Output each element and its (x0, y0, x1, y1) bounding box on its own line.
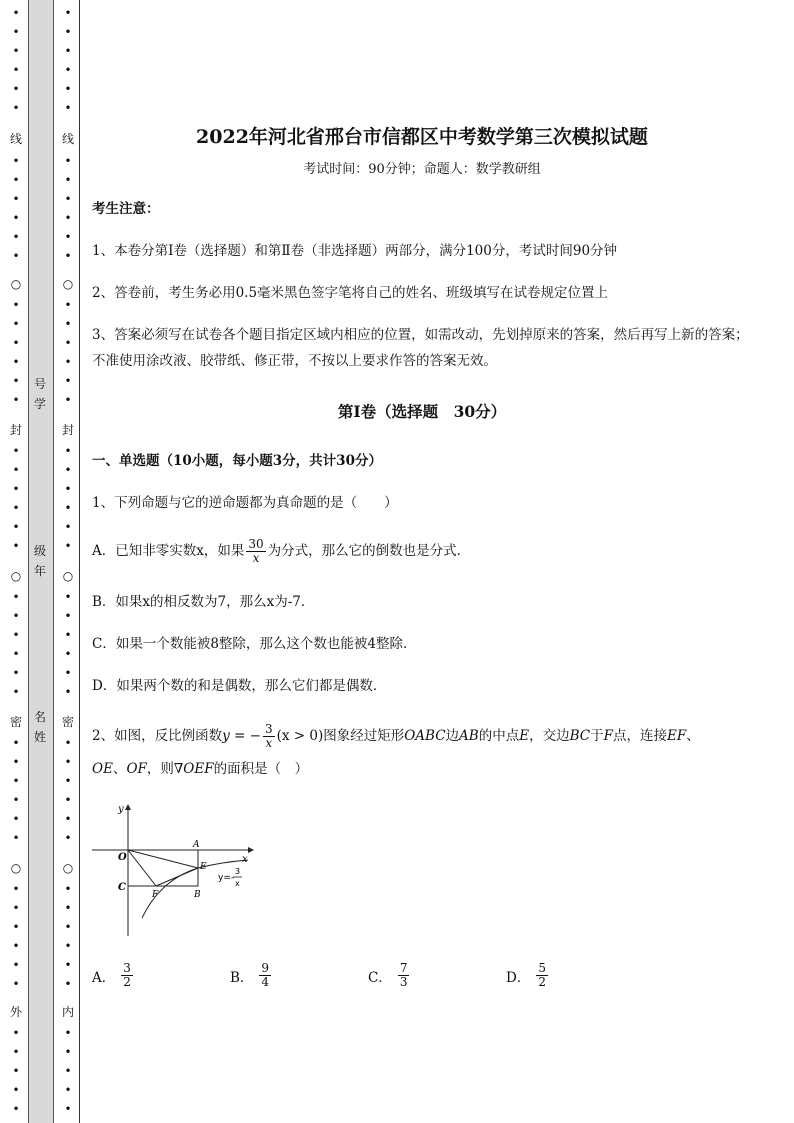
q2-stem-mid4: 于 (590, 728, 604, 744)
outer-label-2: ○ (10, 277, 22, 291)
q2-edge-bc: BC (569, 728, 591, 744)
q2-option-c (368, 962, 411, 989)
label-o: O (118, 852, 127, 863)
q2-option-c-den: 3 (399, 975, 408, 989)
q2-func-lhs: y = − (222, 728, 261, 744)
inner-dots-3: • • • • • • (64, 298, 72, 407)
notice-item-3: 3、答案必须写在试卷各个题目指定区域内相应的位置，如需改动，先划掉原来的答案，然后再写上新的答案；不准使用涂改液、胶带纸、修正带，不按以上要求作答的答案无效。 (92, 327, 749, 369)
segment-of (128, 850, 156, 886)
margin-rule (79, 0, 80, 1123)
q2-option-a-num: 3 (123, 961, 131, 975)
outer-dots-5: • • • • • • (12, 590, 20, 699)
q1-option-d: D．如果两个数的和是偶数，那么它们都是偶数． (92, 678, 387, 694)
inner-dots-6: • • • • • • (64, 736, 72, 845)
outer-label-1: 线 (9, 132, 22, 146)
q1-option-a-den: x (252, 551, 260, 565)
q1-option-a-fraction (246, 538, 265, 565)
inner-dots-7: • • • • • • (64, 882, 72, 991)
label-a: A (193, 840, 200, 850)
q2-option-c-fraction (398, 962, 410, 989)
q2-option-a (92, 962, 135, 989)
q2-stem-mid3: ，交边 (529, 728, 570, 744)
segment-oe (128, 850, 198, 868)
outer-label-7: 外 (9, 1005, 22, 1019)
q2-option-d-num: 5 (538, 961, 546, 975)
page-title: 2022年河北省邢台市信都区中考数学第三次模拟试题 (196, 126, 648, 148)
q2-option-d (506, 962, 550, 989)
q2-option-d-label: D． (506, 969, 531, 986)
q2-seg-ef: EF (666, 728, 687, 744)
q2-stem-mid5: 点，连接 (612, 728, 667, 744)
q1-option-b: B．如果x的相反数为7，那么x为-7． (92, 594, 315, 610)
label-c: C (118, 882, 126, 893)
outer-dots-7: • • • • • • (12, 882, 20, 991)
outer-label-6: ○ (10, 861, 22, 875)
notice-item-1: 1、本卷分第I卷（选择题）和第Ⅱ卷（非选择题）两部分，满分100分，考试时间90分钟 (92, 243, 618, 259)
label-x: x (242, 854, 248, 865)
curve-label-num: 3 (235, 867, 241, 876)
q2-option-a-den: 2 (123, 975, 131, 989)
inner-dots-1: • • • • • • (64, 6, 72, 115)
notice-item-2: 2、答卷前，考生务必用0.5毫米黑色签字笔将自己的姓名、班级填写在试卷规定位置上 (92, 285, 609, 301)
inner-label-5: 密 (61, 715, 74, 729)
q2-option-c-label: C． (368, 969, 392, 986)
inner-label-3: 封 (61, 423, 74, 437)
outer-label-5: 密 (9, 715, 22, 729)
q2-figure (90, 802, 260, 942)
inner-label-7: 内 (61, 1005, 74, 1019)
q2-option-b-fraction (259, 962, 271, 989)
q2-pt-f: F (603, 728, 613, 744)
field-label-grade-1: 级 (33, 544, 46, 558)
curve-label-den: x (235, 879, 240, 888)
q2-edge-ab: AB (459, 728, 479, 744)
q2-option-b-num: 9 (261, 961, 270, 975)
q2-option-b-label: B． (230, 969, 254, 986)
inner-label-1: 线 (61, 132, 74, 146)
outer-dots-4: • • • • • • (12, 444, 20, 553)
q1-option-a (92, 534, 752, 568)
inner-dots-4: • • • • • • (64, 444, 72, 553)
q2-stem-mid: 图象经过矩形 (323, 728, 405, 744)
q2-func-fraction (263, 723, 275, 750)
page-subtitle: 考试时间：90分钟；命题人：数学教研组 (303, 162, 541, 177)
notice-heading: 考生注意： (92, 201, 160, 217)
q1-option-a-pre: A．已知非零实数x，如果 (92, 543, 245, 559)
binding-margin-outer (6, 0, 26, 1123)
field-label-number-1: 号 (33, 377, 46, 391)
q1-option-c: C．如果一个数能被8整除，那么这个数也能被4整除． (92, 636, 417, 652)
label-y: y (118, 804, 124, 815)
q2-func-cond: (x > 0) (276, 728, 324, 744)
q2-stem-edge: 边 (445, 728, 460, 744)
label-b: B (194, 890, 201, 900)
q2-stem-sep: 、 (686, 728, 700, 744)
q1-option-a-post: 为分式，那么它的倒数也是分式． (267, 543, 471, 559)
q2-option-b (230, 962, 273, 989)
q2-line2-post: 的面积是（ ） (213, 761, 309, 777)
q2-option-a-label: A． (92, 969, 116, 986)
q2-line2-mid: ，则 (146, 761, 174, 777)
field-label-name-1: 名 (33, 710, 46, 724)
q2-option-b-den: 4 (261, 975, 270, 989)
q2-rect: OABC (404, 728, 446, 744)
q2-func-num: 3 (264, 722, 273, 736)
outer-dots-8: • • • • • (12, 1026, 20, 1116)
q2-func-den: x (265, 736, 273, 750)
inner-label-6: ○ (62, 861, 74, 875)
outer-dots-1: • • • • • • (12, 6, 20, 115)
q1-option-a-num: 30 (248, 537, 264, 551)
field-label-name-2: 姓 (33, 730, 46, 744)
outer-dots-3: • • • • • • (12, 298, 20, 407)
q2-triangle: ∇OEF (173, 761, 214, 777)
q2-option-c-num: 7 (399, 961, 408, 975)
q2-option-d-den: 2 (538, 975, 546, 989)
q2-seg-of: OF (126, 761, 147, 777)
outer-label-3: 封 (9, 423, 22, 437)
rectangle-oabc (128, 850, 198, 886)
q2-line2-sep: 、 (112, 761, 127, 777)
x-axis-arrow (248, 847, 254, 853)
q2-stem-pre: 2、如图，反比例函数 (92, 728, 223, 744)
q2-option-a-fraction (121, 962, 133, 989)
q2-stem-line2 (92, 756, 752, 782)
inner-dots-8: • • • • • (64, 1026, 72, 1116)
inner-label-4: ○ (62, 569, 74, 583)
y-axis-arrow (125, 804, 131, 810)
binding-margin-inner (58, 0, 78, 1123)
q1-stem: 1、下列命题与它的逆命题都为真命题的是（ ） (92, 495, 398, 511)
inner-dots-2: • • • • • • (64, 154, 72, 263)
label-f: F (152, 890, 159, 900)
q2-seg-oe: OE (92, 761, 113, 777)
q2-option-d-fraction (536, 962, 548, 989)
section-title: 第Ⅰ卷（选择题 30分） (337, 402, 507, 421)
outer-dots-2: • • • • • • (12, 154, 20, 263)
inner-dots-5: • • • • • • (64, 590, 72, 699)
curve-label-pre: y=- (218, 873, 235, 883)
q2-pt-e: E (519, 728, 530, 744)
outer-dots-6: • • • • • • (12, 736, 20, 845)
inner-label-2: ○ (62, 277, 74, 291)
label-e: E (200, 862, 207, 872)
q2-stem-mid2: 的中点 (478, 728, 520, 744)
field-label-number-2: 学 (33, 397, 46, 411)
outer-label-4: ○ (10, 569, 22, 583)
part-heading: 一、单选题（10小题，每小题3分，共计30分） (92, 453, 382, 469)
binding-strip (28, 0, 54, 1123)
field-label-grade-2: 年 (33, 564, 46, 578)
hyperbola-curve (142, 860, 248, 918)
q2-stem-line1 (92, 720, 752, 752)
